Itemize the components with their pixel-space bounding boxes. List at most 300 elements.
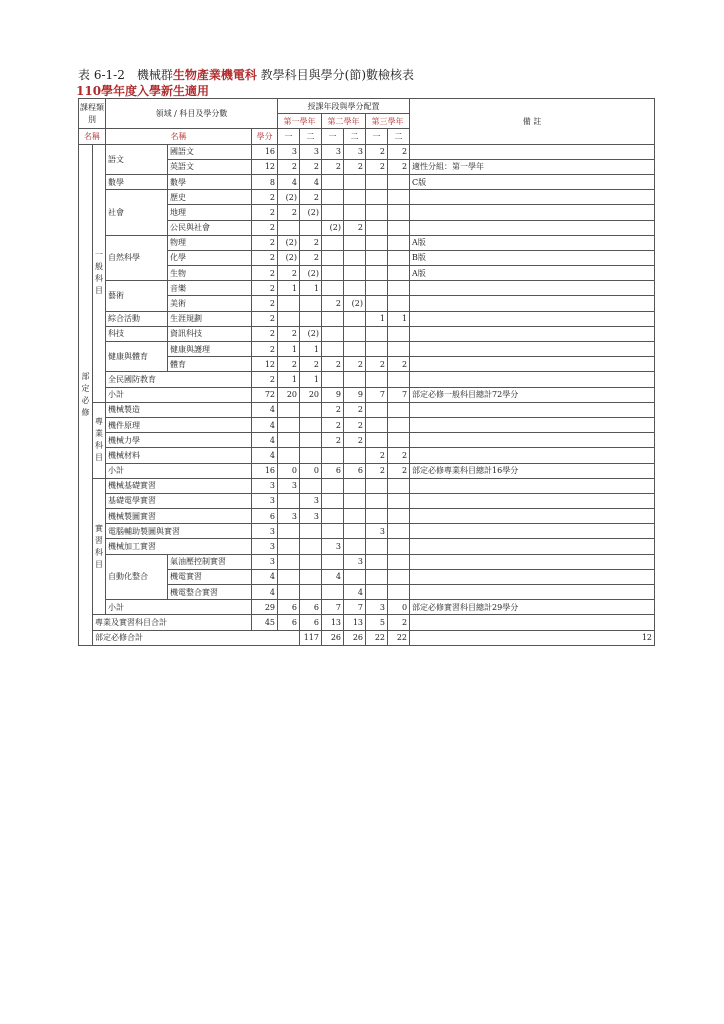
credit-cell: 9 [344, 387, 366, 402]
subject-mechatronics: 機電整合實習 [168, 585, 252, 600]
credit-cell: 3 [278, 478, 300, 493]
credit-cell [366, 372, 388, 387]
credit-cell [300, 478, 322, 493]
title-dept: 生物產業機電科 [172, 68, 257, 82]
credit-cell [388, 478, 410, 493]
credit-cell [300, 220, 322, 235]
credit-cell [388, 585, 410, 600]
credit-cell: 2 [344, 220, 366, 235]
subject-hydraulic: 氣油壓控制實習 [168, 554, 252, 569]
credit-cell: 4 [300, 174, 322, 189]
credit-cell: 20 [278, 387, 300, 402]
credit-cell [388, 524, 410, 539]
credit-cell: 2 [300, 250, 322, 265]
table-row [79, 387, 655, 402]
credit-cell: 2 [252, 205, 278, 220]
credit-cell: 29 [252, 600, 278, 615]
credit-cell [388, 266, 410, 281]
credit-cell [322, 478, 344, 493]
credit-cell [322, 524, 344, 539]
credit-cell [388, 569, 410, 584]
credit-cell [366, 433, 388, 448]
credit-cell: 2 [344, 417, 366, 432]
domain-arts: 藝術 [106, 281, 168, 311]
credit-cell [388, 281, 410, 296]
credit-cell [344, 235, 366, 250]
credit-cell [366, 190, 388, 205]
credit-cell: 2 [300, 190, 322, 205]
credit-cell [388, 509, 410, 524]
table-row [79, 311, 655, 326]
table-row [79, 190, 655, 205]
credit-cell [344, 174, 366, 189]
remark-cell [410, 357, 655, 372]
credit-cell: (2) [344, 296, 366, 311]
credit-cell: 4 [344, 585, 366, 600]
general-subtotal: 小計 [106, 387, 252, 402]
subject-math: 數學 [168, 174, 252, 189]
group-professional [93, 402, 106, 478]
remark-cell [410, 372, 655, 387]
header-credit: 學分 [252, 129, 278, 144]
credit-cell: (2) [300, 266, 322, 281]
table-row [79, 554, 655, 569]
credit-cell [366, 296, 388, 311]
credit-cell: 2 [252, 250, 278, 265]
credit-cell [300, 569, 322, 584]
credit-cell: 12 [410, 630, 655, 645]
credit-cell [322, 585, 344, 600]
credit-cell [366, 569, 388, 584]
credit-cell: 4 [252, 585, 278, 600]
group-general [93, 144, 106, 402]
credit-cell [388, 433, 410, 448]
header-y3s2: 二 [388, 129, 410, 144]
table-row [79, 433, 655, 448]
remark-cell [410, 554, 655, 569]
credit-cell: (2) [278, 250, 300, 265]
credit-cell: 22 [366, 630, 388, 645]
credit-cell: 2 [344, 433, 366, 448]
remark-cell [410, 220, 655, 235]
credit-cell: 2 [322, 159, 344, 174]
credit-cell: 72 [252, 387, 278, 402]
credit-cell: 3 [322, 144, 344, 159]
credit-cell [388, 554, 410, 569]
credit-cell: 3 [278, 144, 300, 159]
table-row [79, 615, 655, 630]
credit-cell [300, 402, 322, 417]
header-remark: 備 註 [410, 99, 655, 145]
page-subtitle: 110學年度入學新生適用 [76, 84, 210, 98]
credit-cell: 2 [344, 402, 366, 417]
credit-cell: 2 [344, 357, 366, 372]
group-ministry [79, 144, 93, 645]
credit-cell: 2 [322, 402, 344, 417]
credit-cell [388, 417, 410, 432]
header-category: 課程類別 [79, 99, 106, 129]
subject-chem: 化學 [168, 250, 252, 265]
credit-cell [344, 569, 366, 584]
credit-cell [322, 266, 344, 281]
credit-cell: (2) [322, 220, 344, 235]
table-row [79, 417, 655, 432]
credit-cell: 7 [366, 387, 388, 402]
credit-cell: 4 [252, 433, 278, 448]
credit-cell: 2 [252, 235, 278, 250]
header-y1s1: 一 [278, 129, 300, 144]
credit-cell: 1 [278, 372, 300, 387]
credit-cell [344, 266, 366, 281]
remark-cell [410, 448, 655, 463]
credit-cell: 3 [252, 554, 278, 569]
credit-cell [300, 296, 322, 311]
credit-cell: 3 [278, 509, 300, 524]
credit-cell [322, 311, 344, 326]
vertical-label: 專業科目 [95, 417, 103, 463]
subject-mechanics: 機械力學 [106, 433, 252, 448]
credit-cell: 3 [252, 478, 278, 493]
credit-cell [366, 585, 388, 600]
table-row [79, 342, 655, 357]
credit-cell [322, 493, 344, 508]
header-allocation: 授課年段與學分配置 [278, 99, 410, 114]
subject-music: 音樂 [168, 281, 252, 296]
credit-cell [366, 205, 388, 220]
credit-cell [366, 326, 388, 341]
credit-cell [278, 524, 300, 539]
credit-cell [278, 585, 300, 600]
remark-cell [410, 569, 655, 584]
subject-history: 歷史 [168, 190, 252, 205]
credit-cell [322, 235, 344, 250]
remark-cell: C版 [410, 174, 655, 189]
credit-cell: 2 [278, 326, 300, 341]
subject-career: 生涯規劃 [168, 311, 252, 326]
credit-cell [366, 402, 388, 417]
credit-cell [322, 205, 344, 220]
credit-cell: 1 [300, 281, 322, 296]
credit-cell: 6 [322, 463, 344, 478]
credit-cell: 26 [322, 630, 344, 645]
credit-cell: 2 [252, 190, 278, 205]
credit-cell [344, 493, 366, 508]
remark-cell [410, 585, 655, 600]
credit-cell: 2 [300, 357, 322, 372]
vertical-label: 一般科目 [95, 250, 103, 296]
credit-cell [366, 174, 388, 189]
remark-cell [410, 493, 655, 508]
credit-cell: 0 [388, 600, 410, 615]
table-row [79, 448, 655, 463]
domain-science: 自然科學 [106, 235, 168, 281]
remark-cell [410, 144, 655, 159]
credit-cell: 1 [388, 311, 410, 326]
credit-cell: 2 [388, 615, 410, 630]
credit-cell: 7 [322, 600, 344, 615]
credit-cell: 0 [278, 463, 300, 478]
domain-health: 健康與體育 [106, 342, 168, 372]
credit-cell: 2 [252, 266, 278, 281]
pro-subtotal: 小計 [106, 463, 252, 478]
credit-cell: 3 [344, 554, 366, 569]
credit-cell: 2 [278, 357, 300, 372]
credit-cell [344, 509, 366, 524]
ministry-total: 部定必修合計 [93, 630, 300, 645]
credit-cell: 4 [252, 448, 278, 463]
credit-cell [366, 478, 388, 493]
credit-cell [278, 539, 300, 554]
table-row [79, 493, 655, 508]
credit-cell: 2 [366, 159, 388, 174]
credit-cell [278, 554, 300, 569]
table-row [79, 402, 655, 417]
subject-finearts: 美術 [168, 296, 252, 311]
credit-cell [344, 281, 366, 296]
credit-cell [322, 281, 344, 296]
remark-cell [410, 524, 655, 539]
table-row [79, 174, 655, 189]
domain-yuwen: 語文 [106, 144, 168, 174]
credit-cell: 0 [300, 463, 322, 478]
credit-cell: 3 [300, 493, 322, 508]
credit-cell [322, 250, 344, 265]
table-row [79, 372, 655, 387]
credit-cell: 2 [366, 357, 388, 372]
credit-cell [388, 250, 410, 265]
remark-cell [410, 296, 655, 311]
credit-cell: 3 [366, 600, 388, 615]
credit-cell [366, 342, 388, 357]
credit-cell: 16 [252, 144, 278, 159]
subject-bio: 生物 [168, 266, 252, 281]
credit-cell [344, 190, 366, 205]
credit-cell [388, 326, 410, 341]
credit-cell [322, 342, 344, 357]
subject-physics: 物理 [168, 235, 252, 250]
subject-healthcare: 健康與護理 [168, 342, 252, 357]
credit-cell: 2 [278, 266, 300, 281]
credit-cell [278, 433, 300, 448]
credit-cell [366, 266, 388, 281]
credit-cell [344, 448, 366, 463]
credit-cell: 2 [366, 463, 388, 478]
credit-cell [388, 372, 410, 387]
credit-cell [366, 417, 388, 432]
subject-infotech: 資訊科技 [168, 326, 252, 341]
credit-cell [300, 585, 322, 600]
credit-cell: 1 [300, 372, 322, 387]
table-row [79, 281, 655, 296]
credit-cell [366, 250, 388, 265]
credit-cell [300, 311, 322, 326]
vertical-label: 實習科目 [95, 523, 103, 569]
remark-cell [410, 509, 655, 524]
credit-cell [322, 174, 344, 189]
credit-cell: (2) [300, 205, 322, 220]
credit-cell: 12 [252, 159, 278, 174]
header-y2s2: 二 [344, 129, 366, 144]
credit-cell [278, 493, 300, 508]
subject-mfg: 機械製造 [106, 402, 252, 417]
credit-cell [344, 539, 366, 554]
credit-cell: 1 [278, 281, 300, 296]
remark-cell [410, 615, 655, 630]
credit-cell [322, 372, 344, 387]
header-year2: 第二學年 [322, 114, 366, 129]
table-row [79, 478, 655, 493]
credit-cell: 26 [344, 630, 366, 645]
credit-cell [366, 554, 388, 569]
domain-integrated: 綜合活動 [106, 311, 168, 326]
credit-cell: (2) [300, 326, 322, 341]
credit-cell: 13 [322, 615, 344, 630]
table-body [79, 99, 655, 646]
remark-cell [410, 402, 655, 417]
credit-cell: 117 [300, 630, 322, 645]
table-row [79, 99, 655, 114]
subject-electrical: 機電實習 [168, 569, 252, 584]
credit-cell [344, 250, 366, 265]
remark-cell: 適性分組：第一學年 [410, 159, 655, 174]
credit-cell [388, 174, 410, 189]
header-y1s2: 二 [300, 129, 322, 144]
credit-cell [300, 539, 322, 554]
table-row [79, 509, 655, 524]
table-row [79, 326, 655, 341]
header-year3: 第三學年 [366, 114, 410, 129]
remark-cell: A版 [410, 266, 655, 281]
credit-cell [344, 311, 366, 326]
domain-tech: 科技 [106, 326, 168, 341]
credit-cell [366, 493, 388, 508]
remark-cell: B版 [410, 250, 655, 265]
table-row [79, 235, 655, 250]
credit-cell: 2 [344, 159, 366, 174]
credit-cell: 4 [278, 174, 300, 189]
remark-cell [410, 205, 655, 220]
remark-cell [410, 417, 655, 432]
credit-cell [388, 539, 410, 554]
subject-drawing-practice: 機械製圖實習 [106, 509, 252, 524]
credit-cell [366, 220, 388, 235]
credit-cell [344, 342, 366, 357]
credit-cell [388, 235, 410, 250]
credit-cell: 2 [300, 235, 322, 250]
credit-cell: 2 [278, 205, 300, 220]
remark-cell: A版 [410, 235, 655, 250]
subject-machining-practice: 機械加工實習 [106, 539, 252, 554]
credit-cell [278, 296, 300, 311]
subject-elements: 機件原理 [106, 417, 252, 432]
credit-cell: 2 [252, 326, 278, 341]
table-row [79, 630, 655, 645]
credit-cell: 6 [278, 615, 300, 630]
credit-cell [322, 190, 344, 205]
credit-cell: 20 [300, 387, 322, 402]
remark-cell [410, 478, 655, 493]
credit-cell [300, 524, 322, 539]
remark-cell [410, 539, 655, 554]
credit-cell [388, 220, 410, 235]
credit-cell [300, 448, 322, 463]
table-row [79, 539, 655, 554]
domain-defense: 全民國防教育 [106, 372, 252, 387]
credit-cell [388, 342, 410, 357]
credit-cell: 2 [300, 159, 322, 174]
credit-cell [388, 190, 410, 205]
credit-cell [388, 402, 410, 417]
credit-cell: (2) [278, 235, 300, 250]
vertical-label: 部定必修 [81, 371, 90, 417]
credit-cell: 4 [252, 417, 278, 432]
credit-cell: 2 [322, 296, 344, 311]
credit-cell: 9 [322, 387, 344, 402]
credit-cell: 2 [322, 417, 344, 432]
credit-cell [366, 539, 388, 554]
credit-cell: 3 [252, 539, 278, 554]
credit-cell: 1 [278, 342, 300, 357]
credit-cell [300, 433, 322, 448]
credit-cell: 3 [366, 524, 388, 539]
practice-subtotal: 小計 [106, 600, 252, 615]
domain-automation: 自動化整合 [106, 554, 168, 600]
remark-cell [410, 342, 655, 357]
credit-cell: 2 [252, 342, 278, 357]
credit-cell: 2 [388, 144, 410, 159]
credit-cell: 2 [388, 159, 410, 174]
credit-cell [322, 448, 344, 463]
credit-cell: 5 [366, 615, 388, 630]
credit-cell [322, 509, 344, 524]
credit-cell: 6 [344, 463, 366, 478]
credit-cell: 6 [300, 615, 322, 630]
credit-cell: 16 [252, 463, 278, 478]
subject-elec-practice: 基礎電學實習 [106, 493, 252, 508]
credit-cell: 2 [252, 372, 278, 387]
title-suffix: 教學科目與學分(節)數檢核表 [256, 68, 415, 82]
credit-cell: 6 [300, 600, 322, 615]
credit-cell [278, 417, 300, 432]
credit-cell [344, 524, 366, 539]
credit-cell [344, 205, 366, 220]
credit-cell: 3 [252, 493, 278, 508]
credit-cell [388, 205, 410, 220]
credit-cell: 1 [300, 342, 322, 357]
credit-cell: 2 [366, 448, 388, 463]
group-practical [93, 478, 106, 615]
credit-cell [388, 493, 410, 508]
credit-cell [366, 509, 388, 524]
subject-materials: 機械材料 [106, 448, 252, 463]
credit-cell: 4 [252, 569, 278, 584]
credit-cell: (2) [278, 190, 300, 205]
domain-social: 社會 [106, 190, 168, 236]
table-row [79, 463, 655, 478]
credit-cell: 7 [388, 387, 410, 402]
credit-cell: 1 [366, 311, 388, 326]
credit-cell: 3 [344, 144, 366, 159]
subject-guowen: 國語文 [168, 144, 252, 159]
domain-math: 數學 [106, 174, 168, 189]
credit-cell: 2 [322, 433, 344, 448]
credit-cell [366, 235, 388, 250]
remark-cell: 部定必修實習科目總計29學分 [410, 600, 655, 615]
header-domain-subject: 領域 / 科目及學分數 [106, 99, 278, 129]
credit-cell [278, 402, 300, 417]
table-row [79, 524, 655, 539]
credit-cell: 12 [252, 357, 278, 372]
